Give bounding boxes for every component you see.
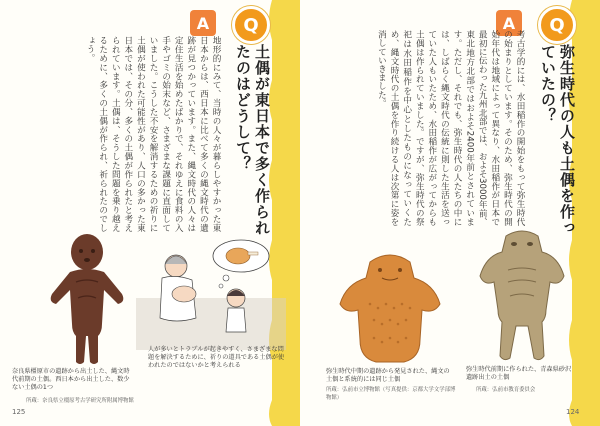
credit-right-photo: 所蔵：弘前市教育委員会 (476, 387, 536, 393)
answer-badge: A (496, 10, 522, 36)
page-number: 124 (566, 408, 580, 416)
right-page (300, 0, 600, 426)
question-title: 弥生時代の人も土偶を作っていたの？ (539, 44, 576, 236)
dogu-figure-photo (40, 232, 132, 368)
family-illustration (136, 238, 286, 350)
answer-badge: A (190, 10, 216, 36)
credit-left-photo: 所蔵：弘前市立博物館（写真提供：京都大学文学部博物館） (326, 387, 456, 401)
illustration-caption: 人が多いとトラブルが起きやすく、さまざまな問題を解決するために、祈りの道具である土偶が使われたのではないかと考えられる (148, 346, 285, 370)
caption-right-photo: 弥生時代前期に作られた、青森県砂沢遺跡出土の土偶 (466, 366, 572, 382)
dogu-tan-photo (472, 226, 572, 366)
answer-text: 地形的にみて、当時の人々が暮らしやすかった東日本からは、西日本に比べて多くの縄文時代の遺跡が見つかっています。また、縄文時代の人々は定住生活を始めたばかりで、それゆえに食料の入手やゴミの始末など、さまざまな課題に直面していました。こうした不安を解消するための祈りに土偶が使われた可能性があり、人口の多かった東日本では、その分、多くの土偶が作られたと考えられています。土偶は、そうした問題を乗り越えるために、多くの土偶が作られ、祈られたのでしょう。 (85, 36, 221, 232)
figure-credit: 所蔵：奈良県立橿原考古学研究所附属博物館 (26, 398, 134, 404)
figure-caption: 奈良県橿原市の遺跡から出土した、縄文時代前期の土偶。西日本から出土した、数少ない土偶の1つ (12, 368, 130, 392)
caption-left-photo: 弥生時代中期の遺跡から発見された、縄文の土偶と系統的には同じ土偶 (326, 368, 450, 384)
dogu-orange-photo (330, 244, 450, 368)
question-title: 土偶が東日本で多く作られたのはどうして？ (234, 44, 271, 236)
page-number: 125 (12, 408, 26, 416)
answer-text: 考古学的には、水田稲作の開始をもって弥生時代の始まりとしています。そのため、弥生時代の開始年代は地域によって異なり、水田稲作が日本で最初に伝わった九州北部では、およそ3000年前、東北地方北部ではおよそ2400年前とされています。ただし、それでも、弥生時代の人たちの中には、しばらく縄文時代の伝統に則した生活を送っていた人もいたため、水田稲作が広がってからも土偶は作られていました。ですが、弥生時代の祭祀は水田稲作を中心としたものになっていくため、縄文時代の土偶を作り続ける人は次第に姿を消していきました。 (376, 30, 525, 226)
question-badge: Q (538, 6, 576, 44)
question-badge: Q (232, 6, 270, 44)
